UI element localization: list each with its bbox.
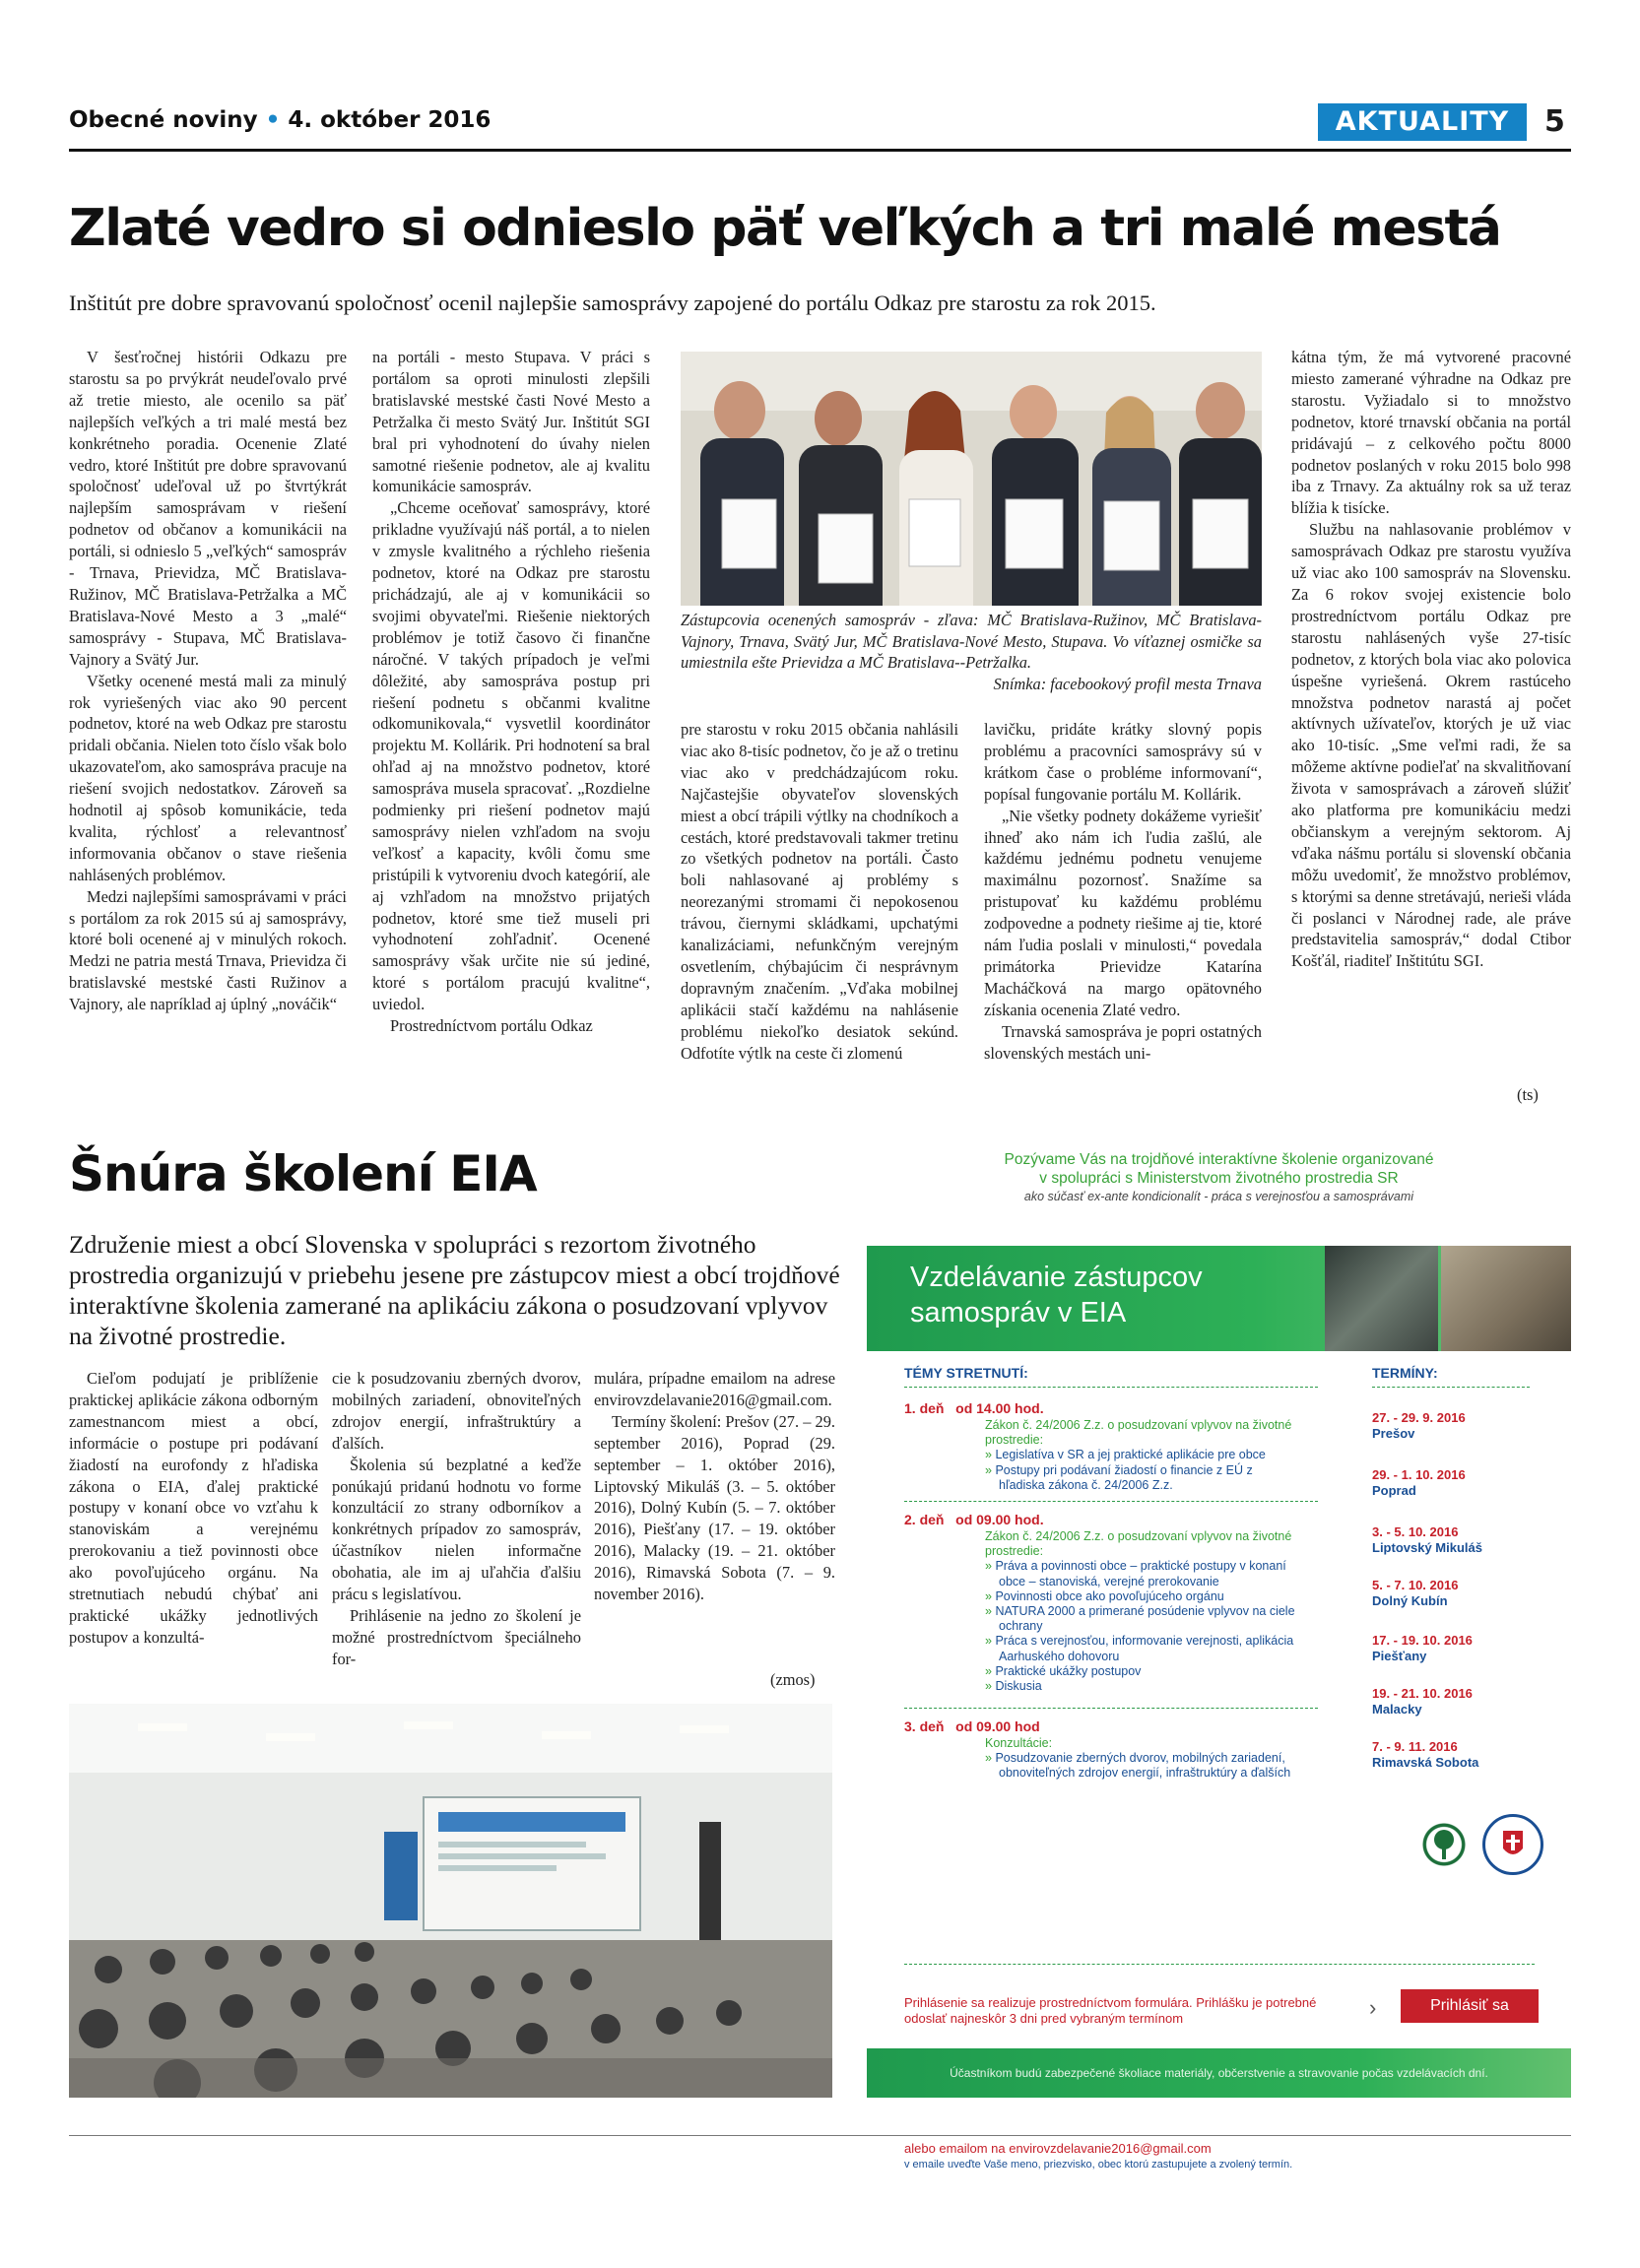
day-label: 3. deň [904,1718,945,1734]
paragraph: Trnavská samospráva je popri ostatných slovenských mestách uni- [984,1021,1262,1063]
paragraph: Prihlásenie na jedno zo školení je možné prostredníctvom špeciálneho for- [332,1605,581,1668]
article1-column-2 [372,347,650,1110]
seminar-photo [69,1704,832,2098]
day-label: 1. deň [904,1400,945,1416]
article2-column-3 [594,1368,835,1698]
term-city: Liptovský Mikuláš [1372,1540,1482,1555]
photo-caption [681,606,1262,694]
term-date: 27. - 29. 9. 2016 [1372,1410,1466,1425]
terms-heading: TERMÍNY: [1372,1365,1438,1381]
photo-credit: Snímka: facebookový profil mesta Trnava [993,674,1262,693]
seminar-photo-illustration [69,1704,832,2098]
term-city: Malacky [1372,1702,1422,1717]
day1 [904,1400,1044,1416]
day3 [904,1718,1040,1734]
header-rule [69,149,1571,152]
day1-topics [985,1418,1300,1493]
term-item [1372,1686,1473,1717]
dashed-divider [904,1708,1318,1709]
term-city: Poprad [1372,1483,1416,1498]
invite-subline: ako súčasť ex-ante kondicionalít - práca s verejnosťou a samosprávami [1023,1190,1414,1203]
paragraph: kátna tým, že má vytvorené pracovné miesto zamerané výhradne na Odkaz pre starostu. Vyžiadalo si to množstvo podnetov, ktoré trnavskí občania na portál pridávajú – z celkového počtu 8000 podnetov poslaných v roku 2015 bolo 998 iba z Trnavy. Za aktuálny rok sa už teraz blížia k tisícke. [1291,348,1571,518]
day2-topics [985,1529,1300,1694]
paragraph: Prostredníctvom portálu Odkaz [390,1016,593,1036]
paragraph: Cieľom podujatí je priblíženie praktickej aplikácie zákona odborným zamestnancom miest a obcí, informácie o postupe pri podávaní žiadostí na eurofondy z hľadiska zákona o EIA, ďalej praktické postupy v konaní obce vo vzťahu k stanoviskám a verejnému prerokovaniu a tiež povinnosti obce ako povoľujúceho orgánu. Na stretnutiach nebudú chýbať ani praktické ukážky jednotlivých postupov a konzultá- [69,1369,318,1647]
day-time: od 09.00 hod [955,1718,1040,1734]
day-label: 2. deň [904,1512,945,1527]
topics-heading: TÉMY STRETNUTÍ: [904,1365,1028,1381]
article1-column-5 [1291,347,1571,1110]
section-badge: AKTUALITY [1318,103,1527,141]
article2-column-2 [332,1368,581,1698]
article1-lead: Inštitút pre dobre spravovanú spoločnosť ocenil najlepšie samosprávy zapojené do portálu Odkaz pre starostu za rok 2015. [69,291,1156,315]
article2-lead: Združenie miest a obcí Slovenska v spolupráci s rezortom životného prostredia organizujú v priebehu jesene pre zástupcov miest a obcí trojdňové interaktívne školenia zamerané na aplikáciu zákona o posudzovaní vplyvov na životné prostredie. [69,1230,840,1350]
day-time: od 14.00 hod. [955,1400,1044,1416]
dashed-divider [904,1387,1318,1388]
topic-law: Zákon č. 24/2006 Z.z. o posudzovaní vplyvov na životné prostredie: [985,1418,1292,1448]
chevron-right-icon: › [1369,1995,1377,2020]
topic-law: Zákon č. 24/2006 Z.z. o posudzovaní vplyvov na životné prostredie: [985,1529,1292,1559]
association-logo-icon [1482,1814,1543,1875]
paragraph: „Nie všetky podnety dokážeme vyriešiť ihneď ako nám ich ľudia zašlú, ale každému jednému podnetu venujeme maximálnu pozornosť. Snažíme sa pristupovať ku každému problému zodpovedne a podnety riešime aj tie, ktoré nám ľudia poslali v minulosti,“ povedala primátorka Prievidze Katarína Macháčková na margo opätovného získania ocenenia Zlaté vedro. [984,806,1262,1019]
term-date: 7. - 9. 11. 2016 [1372,1739,1458,1754]
topic-item: » Práca s verejnosťou, informovanie verejnosti, aplikácia Aarhuského dohovoru [985,1634,1300,1663]
caption-text: Zástupcovia ocenených samospráv - zľava: MČ Bratislava-Ružinov, MČ Bratislava-Vajnory, Trnava, Svätý Jur, MČ Bratislava-Nové Mesto, Stupava. Vo víťaznej osmičke sa umiestnila ešte Prievidza a MČ Bratislava--Petržalka. [681,611,1262,672]
paragraph: pre starostu v roku 2015 občania nahlásili viac ako 8-tisíc podnetov, čo je až o tretinu viac ako v predchádzajúcom roku. Najčastejšie obyvateľov slovenských miest a obcí trápili výtlky na chodníkoch a cestách, ktoré predstavovali takmer tretinu zo všetkých podnetov na portáli. Často boli nahlasované aj problémy s neorezanými stromami či nepokosenou trávou, čiernymi skládkami, upchatými kanalizáciami, nefunkčným verejným osvetlením, chýbajúcim či nesprávnym dopravným značením. „Vďaka mobilnej aplikácii stačí každému na nahlásenie problému niekoľko desiatok sekúnd. Odfotíte výtlk na ceste či zlomenú [681,720,958,1063]
banner-photo-people [1325,1246,1438,1351]
term-date: 17. - 19. 10. 2016 [1372,1633,1473,1648]
paragraph: Službu na nahlasovanie problémov v samosprávach Odkaz pre starostu využíva už viac ako 100 samospráv na Slovensku. Za 6 rokov svojej existencie bolo prostredníctvom portálu Odkaz pre starostu nahlásených vyše 27-tisíc podnetov, z ktorých bola viac ako polovica úspešne vyriešená. Okrem rastúceho množstva podnetov narastá aj počet aktívnych užívateľov, ktorých je už viac ako 10-tisíc. „Sme veľmi radi, že sa môžeme aktívne podieľať na skvalitňovaní života v samosprávach a zároveň slúžiť ako platforma pre komunikáciu medzi občianskym a verejným sektorom. Aj vďaka nášmu portálu si slovenskí občania môžu uvedomiť, že množstvo problémov, s ktorými sa denne stretávajú, nerieši vláda či poslanci v Národnej rade, ale práve predstavitelia samospráv,“ dodal Ctibor Košťál, riaditeľ Inštitútu SGI. [1291,520,1571,971]
paragraph: lavičku, pridáte krátky slovný popis problému a pracovníci samosprávy sú v krátkom čase o probléme informovaní“, popísal fungovanie portálu M. Kollárik. [984,720,1262,804]
article2-column-1 [69,1368,318,1698]
paragraph: „Chceme oceňovať samosprávy, ktoré prikladne využívajú náš portál, a to nielen v zmysle kvalitného a rýchleho riešenia podnetov, ktoré na Odkaz pre starostu prichádzajú, ale aj v komunikácii so svojimi obyvateľmi. Riešenie niektorých problémov je totiž časovo či finančne náročné. V takých prípadoch je veľmi dôležité, aby samospráva postup pri riešení podnetu s občanmi kvalitne odkomunikovala,“ vysvetlil koordinátor projektu M. Kollárik. Pri hodnotení sa bral ohľad aj na množstvo podnetov, ktoré samospráva musela spracovať. „Rozdielne podmienky pri riešení podnetov majú samosprávy nielen vzhľadom na svoju veľkosť a kapacity, kvôli čomu sme pristúpili k vytvoreniu dvoch kategórií, ale aj vzhľadom na množstvo prijatých podnetov, ktoré sme tiež museli pri vyhodnotení zohľadniť. Ocenené samosprávy však určite nie sú jediné, ktoré s portálom pracujú kvalitne“, uviedol. [372,498,650,1014]
article2-title: Šnúra školení EIA [69,1145,537,1202]
paragraph: Termíny školení: Prešov (27. – 29. september 2016), Poprad (29. september – 1. október 2016), Liptovský Mikuláš (3. – 5. október 2016), Dolný Kubín (5. – 7. október 2016), Piešťany (17. – 19. október 2016), Malacky (19. – 21. október 2016), Rimavská Sobota (7. – 9. november 2016). [594,1411,835,1604]
dashed-divider [904,1964,1535,1965]
poster-title-line: Vzdelávanie zástupcov [910,1262,1203,1293]
term-city: Piešťany [1372,1649,1427,1663]
term-date: 19. - 21. 10. 2016 [1372,1686,1473,1701]
term-date: 5. - 7. 10. 2016 [1372,1578,1459,1592]
topic-item: » NATURA 2000 a primerané posúdenie vplyvov na ciele ochrany [985,1604,1300,1634]
paragraph: cie k posudzovaniu zberných dvorov, mobilných zariadení, obnoviteľných zdrojov energií, infraštruktúry a ďalších. [332,1369,581,1453]
poster-invitation [867,1150,1571,1206]
poster-title-line: samospráv v EIA [910,1297,1127,1328]
article2-signature: (zmos) [770,1670,816,1689]
training-poster [867,1150,1571,2171]
paragraph: Medzi najlepšími samosprávami v práci s portálom za rok 2015 sú aj samosprávy, ktoré boli ocenené aj v minulých rokoch. Medzi ne patria mestá Trnava, Prievidza či bratislavské mestské časti Ružinov a Vajnory, ale napríklad aj úplný „nováčik“ [69,886,347,1014]
page-number: 5 [1544,104,1565,139]
poster-banner [867,1246,1571,1351]
issue-date: 4. október 2016 [288,107,492,133]
topic-item: » Práva a povinnosti obce – praktické postupy v konaní obce – stanoviská, verejné prerokovanie [985,1559,1300,1588]
article1-column-3 [681,719,958,1110]
paragraph: na portáli - mesto Stupava. V práci s portálom sa oproti minulosti zlepšili bratislavské mestské časti Nové Mesto a Petržalka či mesto Svätý Jur. Inštitút SGI bral pri vyhodnotení do úvahy nielen samotné riešenie podnetov, ale aj kvalitu komunikácie samospráv. [372,348,650,496]
term-item [1372,1578,1458,1609]
poster-email [904,2141,1456,2172]
poster-body [867,1351,1571,2048]
term-item [1372,1467,1466,1499]
day2 [904,1512,1044,1527]
term-item [1372,1633,1473,1664]
ministry-logo-icon [1413,1814,1475,1875]
paragraph: Školenia sú bezplatné a keďže ponúkajú pridanú hodnotu vo forme konzultácií zo strany odborníkov a konkrétnych prípadov zo samospráv, účastníkov nielen informačne obohatia, ale im aj uľahčia ďalšiu prácu s legislatívou. [332,1455,581,1604]
article1-column-1 [69,347,347,1110]
crest-icon [1485,1817,1541,1872]
footer-rule [69,2135,1571,2136]
paragraph: V šesťročnej histórii Odkazu pre starostu sa po prvýkrát neudeľovalo prvé až tretie miesto, ale ocenilo sa päť najlepších veľkých a tri malé mestá bez konkrétneho poradia. Ocenenie Zlaté vedro, ktoré Inštitút pre dobre spravovanú spoločnosť udeľoval už po štvrtýkrát najlepším samosprávam v riešení podnetov od občanov a komunikácii na portáli, si odnieslo 5 „veľkých“ samospráv - Trnava, Prievidza, MČ Bratislava-Ružinov, MČ Bratislava-Petržalka a MČ Bratislava-Nové Mesto a 3 „malé“ samosprávy - Stupava, MČ Bratislava-Vajnory a Svätý Jur. [69,348,347,669]
tree-icon [1413,1814,1475,1875]
topic-item: » Posudzovanie zberných dvorov, mobilných zariadení, obnoviteľných zdrojov energií, infraštruktúry a ďalších [985,1751,1300,1781]
signup-button[interactable]: Prihlásiť sa [1401,1989,1539,2023]
term-city: Rimavská Sobota [1372,1755,1479,1770]
article1-title: Zlaté vedro si odnieslo päť veľkých a tri malé mestá [69,199,1501,258]
term-item [1372,1410,1466,1442]
dashed-divider [904,1501,1318,1502]
topic-item: » Diskusia [985,1679,1300,1694]
paper-name: Obecné noviny [69,107,258,133]
page-header [69,103,1571,143]
term-city: Dolný Kubín [1372,1593,1448,1608]
topic-item: » Legislatíva v SR a jej praktické aplikácie pre obce [985,1448,1300,1462]
term-date: 29. - 1. 10. 2016 [1372,1467,1466,1482]
term-date: 3. - 5. 10. 2016 [1372,1524,1459,1539]
term-item [1372,1739,1478,1771]
dashed-divider [1372,1387,1530,1388]
email-note: v emaile uveďte Vaše meno, priezvisko, obec ktorú zastupujete a zvolený termín. [904,2159,1293,2171]
day-time: od 09.00 hod. [955,1512,1044,1527]
paragraph: Všetky ocenené mestá mali za minulý rok vyriešených viac ako 90 percent podnetov, ktoré na web Odkaz pre starostu pridali občania. Nielen toto číslo však bolo ukazovateľom, ako samospráva pracuje na riešení svojich nedostatkov. Zároveň sa hodnotil aj spôsob komunikácie, teda kvalita, rýchlosť a relevantnosť informovania občanov o stave riešenia nahlásených problémov. [69,671,347,884]
bullet-dot-icon: • [265,107,281,133]
banner-photo-landscape [1441,1246,1571,1351]
email-line: alebo emailom na envirovzdelavanie2016@gmail.com [904,2141,1212,2156]
article1-column-4 [984,719,1262,1110]
topic-law: Konzultácie: [985,1736,1053,1750]
day3-topics [985,1736,1300,1782]
paragraph: mulára, prípadne emailom na adrese envirovzdelavanie2016@gmail.com. [594,1369,835,1409]
signup-text: Prihlásenie sa realizuje prostredníctvom formulára. Prihlášku je potrebné odoslať najneskôr 3 dni pred vybraným termínom [904,1995,1317,2026]
invite-line: Pozývame Vás na trojdňové interaktívne školenie organizované [1004,1151,1434,1168]
topic-item: » Povinnosti obce ako povoľujúceho orgánu [985,1589,1300,1604]
topic-item: » Praktické ukážky postupov [985,1664,1300,1679]
term-item [1372,1524,1482,1556]
invite-line: v spolupráci s Ministerstvom životného prostredia SR [1039,1170,1399,1187]
article1-signature: (ts) [1517,1085,1539,1104]
term-city: Prešov [1372,1426,1415,1441]
poster-title [910,1260,1203,1330]
topic-item: » Postupy pri podávaní žiadostí o financie z EÚ z hľadiska zákona č. 24/2006 Z.z. [985,1463,1300,1493]
masthead [69,107,491,133]
poster-footer: Účastníkom budú zabezpečené školiace materiály, občerstvenie a stravovanie počas vzdelávacích dní. [867,2048,1571,2098]
